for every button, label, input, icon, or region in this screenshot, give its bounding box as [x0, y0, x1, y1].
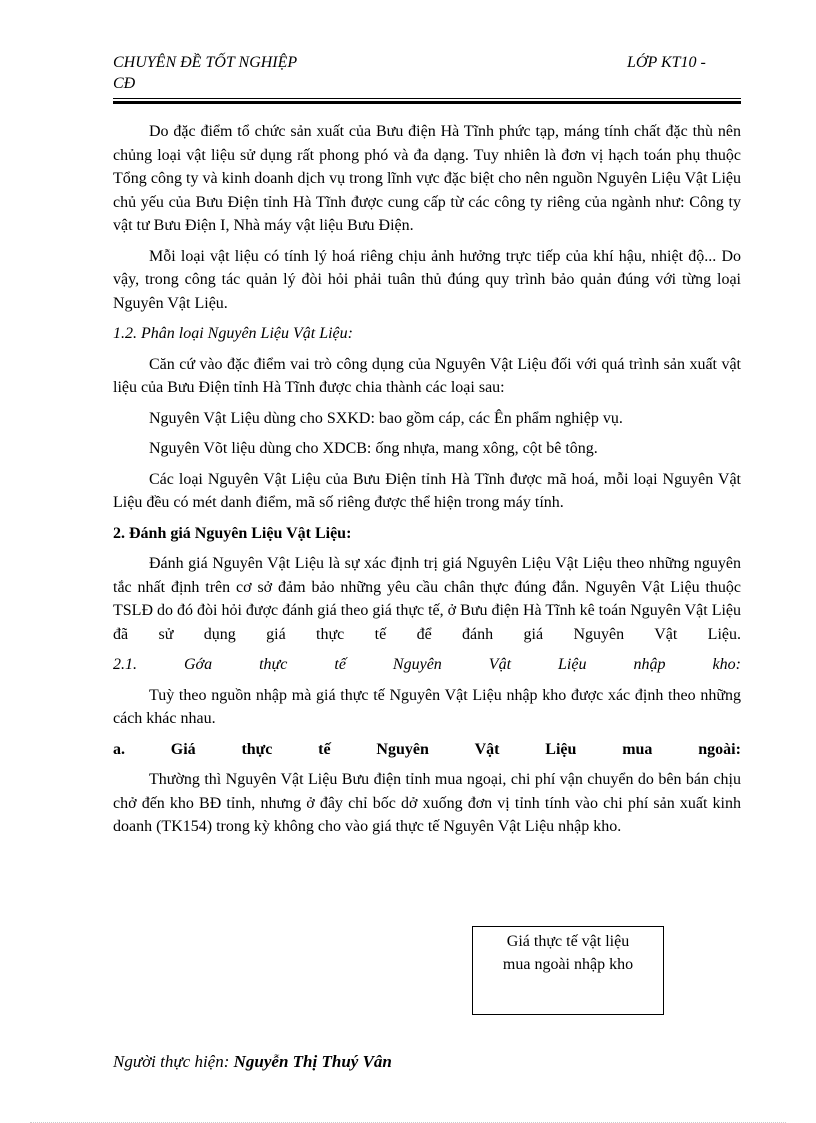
- paragraph-7: Đánh giá Nguyên Vật Liệu là sự xác định trị giá Nguyên Liệu Vật Liệu theo những nguyên tắc nhất định trên cơ sở đảm bảo những yêu cầu chân thực đúng đắn. Nguyên Vật Liệu thuộc TSLĐ do đó đòi hỏi được đánh giá theo giá thực tế, ở Bưu điện Hà Tĩnh kê toán Nguyên Vật Liệu đã sử dụng giá thực tế để đánh giá Nguyên Vật Liệu.: [113, 555, 742, 643]
- heading-word: a.: [113, 740, 125, 758]
- heading-word: tế: [318, 740, 331, 758]
- heading-word: Vật: [488, 656, 512, 673]
- paragraph-5: Nguyên Võt liệu dùng cho XDCB: ống nhựa, mang xông, cột bê tông.: [149, 440, 598, 457]
- header-rule-thick: [113, 101, 741, 104]
- page-footer: [113, 1052, 392, 1072]
- heading-1-2: 1.2. Phân loại Nguyên Liệu Vật Liệu:: [113, 325, 353, 342]
- heading-word: ngoài:: [698, 740, 741, 758]
- header-class: LỚP KT10 -: [627, 54, 706, 71]
- paragraph-8: Tuỳ theo nguồn nhập mà giá thực tế Nguyên Vật Liệu nhập kho được xác định theo những cách khác nhau.: [113, 686, 741, 727]
- heading-a: [113, 738, 741, 762]
- diagram-box-line2: mua ngoài nhập kho: [502, 956, 634, 973]
- heading-word: Liệu: [545, 740, 577, 758]
- paragraph-1: Do đặc điểm tổ chức sản xuất của Bưu điện Hà Tĩnh phức tạp, máng tính chất đặc thù nên chủng loại vật liệu sử dụng rất phong phó và đa dạng. Tuy nhiên là đơn vị hạch toán phụ thuộc Tổng công ty và kinh doanh dịch vụ trong lĩnh vực đặc biệt cho nên nguồn Nguyên Liệu Vật Liệu chủ yếu của Bưu Điện tỉnh Hà Tĩnh được cung cấp từ các công ty riêng của ngành như: Công ty vật tư Bưu Điện I, Nhà máy vật liệu Bưu Điện.: [113, 123, 741, 234]
- heading-word: tế: [334, 656, 346, 673]
- heading-word: nhập: [633, 656, 666, 673]
- paragraph-4: Nguyên Vật Liệu dùng cho SXKD: bao gồm cáp, các Ên phẩm nghiệp vụ.: [149, 409, 623, 427]
- heading-word: Gớa: [184, 656, 213, 673]
- diagram-box: [472, 926, 664, 1015]
- heading-word: Giá: [170, 740, 196, 758]
- heading-2-1: [113, 653, 741, 677]
- header-title-line2: CĐ: [113, 75, 136, 92]
- paragraph-9: Thường thì Nguyên Vật Liệu Bưu điện tỉnh mua ngoại, chi phí vận chuyển do bên bán chịu chở đến kho BĐ tỉnh, nhưng ở đây chỉ bốc dở xuống đơn vị tỉnh tính vào chi phí sản xuất kinh doanh (TK154) trong kỳ không cho vào giá thực tế Nguyên Vật Liệu nhập kho.: [113, 771, 741, 835]
- paragraph-6: Các loại Nguyên Vật Liệu của Bưu Điện tỉnh Hà Tĩnh được mã hoá, mỗi loại Nguyên Vật Liệu đều có mét danh điểm, mã số riêng được thể hiện trong máy tính.: [113, 470, 741, 511]
- heading-word: thực: [241, 740, 273, 758]
- heading-word: thực: [259, 656, 288, 673]
- diagram-box-line1: Giá thực tế vật liệu: [506, 933, 630, 950]
- header-left: [113, 52, 343, 94]
- heading-word: 2.1.: [113, 656, 137, 673]
- heading-word: Nguyên: [392, 656, 442, 673]
- header-title-line1: CHUYÊN ĐỀ TỐT NGHIỆP: [113, 54, 298, 71]
- paragraph-3: Căn cứ vào đặc điểm vai trò công dụng của Nguyên Vật Liệu đối với quá trình sản xuất vật liệu của Bưu Điện tỉnh Hà Tĩnh được chia thành các loại sau:: [113, 355, 741, 396]
- heading-word: Nguyên: [376, 740, 429, 758]
- heading-2: 2. Đánh giá Nguyên Liệu Vật Liệu:: [113, 524, 352, 542]
- heading-word: Vật: [474, 740, 500, 758]
- heading-word: Liệu: [558, 656, 587, 673]
- heading-word: kho:: [712, 656, 741, 673]
- header-rule-thin: [113, 98, 741, 99]
- paragraph-2: Mỗi loại vật liệu có tính lý hoá riêng chịu ảnh hưởng trực tiếp của khí hậu, nhiệt độ... Do vậy, trong công tác quản lý đòi hỏi phải tuân thủ đúng quy trình bảo quản đúng với từng loại Nguyên Vật Liệu.: [113, 247, 741, 312]
- heading-word: mua: [622, 740, 653, 758]
- footer-author-name: Nguyễn Thị Thuý Vân: [233, 1052, 392, 1071]
- document-body: [113, 120, 741, 846]
- footer-label: Người thực hiện:: [113, 1052, 234, 1071]
